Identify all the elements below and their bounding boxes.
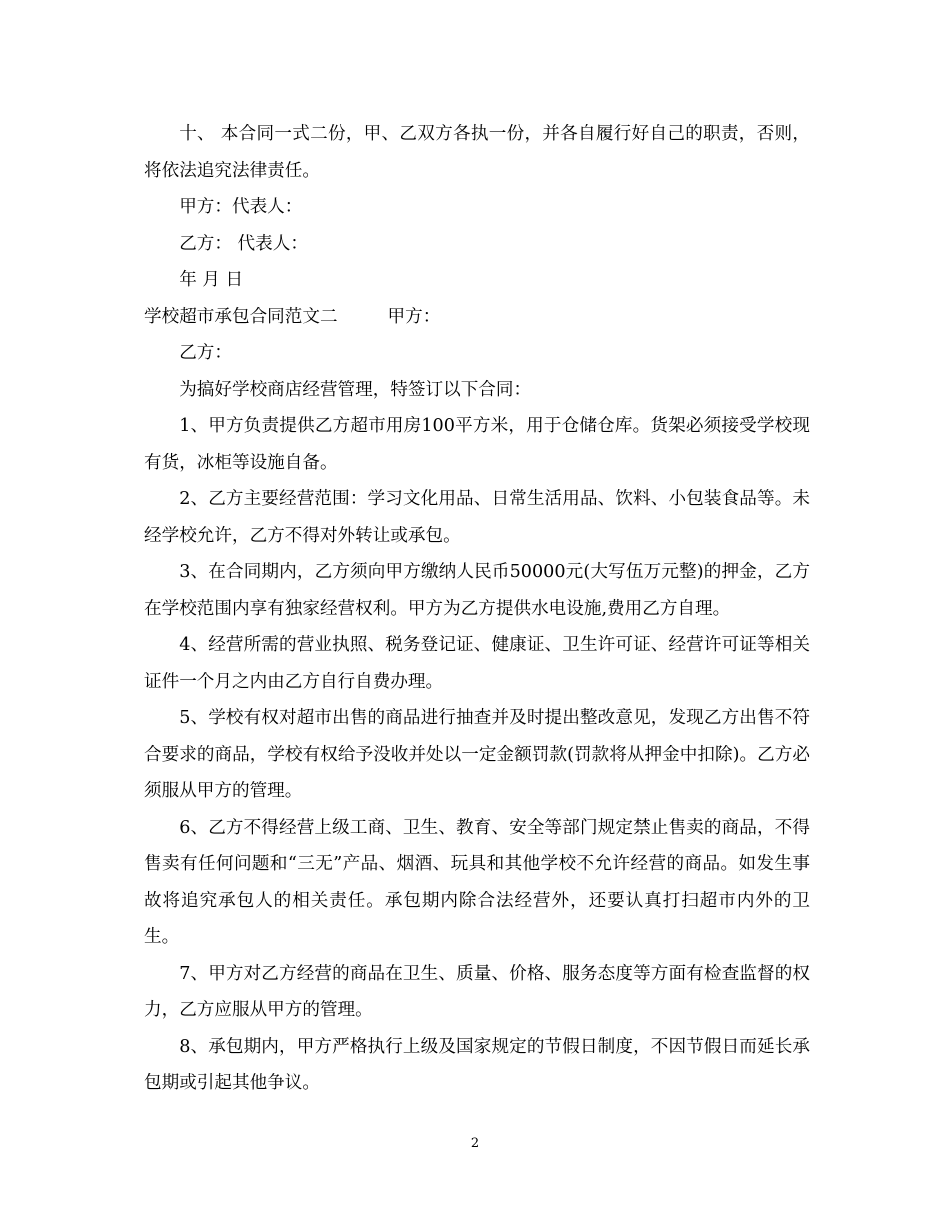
document-body bbox=[144, 116, 810, 1102]
preamble-paragraph: 为搞好学校商店经营管理，特签订以下合同： bbox=[179, 379, 532, 400]
party-a-label: 甲方： bbox=[387, 306, 441, 327]
clause-7-paragraph: 7、甲方对乙方经营的商品在卫生、质量、价格、服务态度等方面有检查监督的权力，乙方应服从甲方的管理。 bbox=[144, 963, 810, 1020]
page-number: 2 bbox=[470, 1136, 480, 1151]
clause-3-paragraph: 3、在合同期内，乙方须向甲方缴纳人民币50000元(大写伍万元整)的押金，乙方在学校范围内享有独家经营权利。甲方为乙方提供水电设施,费用乙方自理。 bbox=[144, 562, 810, 619]
clause-8-paragraph: 8、承包期内，甲方严格执行上级及国家规定的节假日制度，不因节假日而延长承包期或引起其他争议。 bbox=[144, 1036, 810, 1093]
date-line: 年 月 日 bbox=[179, 270, 244, 290]
contract-title-line bbox=[144, 299, 810, 336]
clause-5-paragraph: 5、学校有权对超市出售的商品进行抽查并及时提出整改意见，发现乙方出售不符合要求的商品，学校有权给予没收并处以一定金额罚款(罚款将从押金中扣除)。乙方必须服从甲方的管理。 bbox=[144, 708, 810, 801]
party-a-representative-line: 甲方：代表人： bbox=[179, 197, 303, 217]
clause-1-paragraph: 1、甲方负责提供乙方超市用房100平方米，用于仓储仓库。货架必须接受学校现有货，冰柜等设施自备。 bbox=[144, 416, 810, 473]
party-b-representative-line: 乙方： 代表人： bbox=[179, 233, 308, 254]
clause-2-paragraph: 2、乙方主要经营范围：学习文化用品、日常生活用品、饮料、小包装食品等。未经学校允许，乙方不得对外转让或承包。 bbox=[144, 489, 810, 546]
clause-6-paragraph: 6、乙方不得经营上级工商、卫生、教育、安全等部门规定禁止售卖的商品，不得售卖有任何问题和“三无”产品、烟酒、玩具和其他学校不允许经营的商品。如发生事故将追究承包人的相关责任。承包期内除合法经营外，还要认真打扫超市内外的卫生。 bbox=[144, 817, 810, 947]
clause-10-paragraph: 十、 本合同一式二份，甲、乙双方各执一份，并各自履行好自己的职责，否则，将依法追究法律责任。 bbox=[144, 124, 810, 181]
party-b-label-line: 乙方： bbox=[179, 343, 232, 363]
clause-4-paragraph: 4、经营所需的营业执照、税务登记证、健康证、卫生许可证、经营许可证等相关证件一个月之内由乙方自行自费办理。 bbox=[144, 635, 810, 692]
contract-title: 学校超市承包合同范文二 bbox=[144, 306, 338, 327]
